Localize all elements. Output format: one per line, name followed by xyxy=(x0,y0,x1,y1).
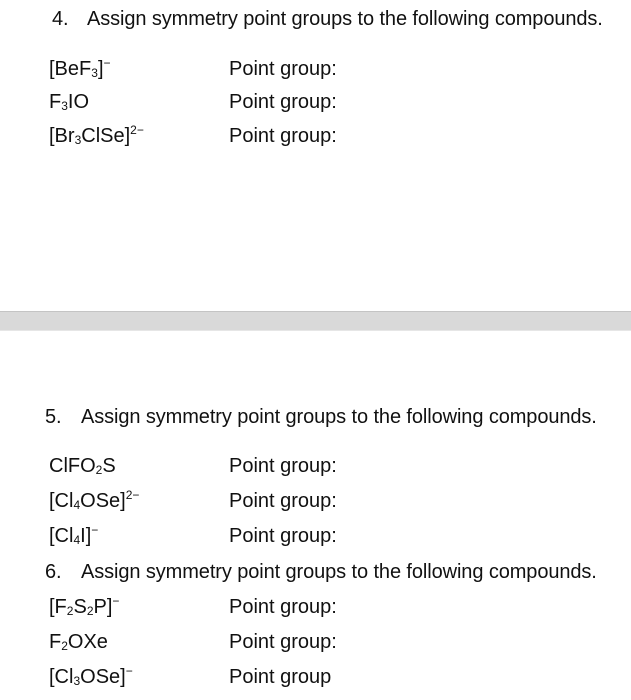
point-group-label: Point group: xyxy=(229,631,337,653)
formula-charge: − xyxy=(112,594,120,608)
question-5-heading xyxy=(45,406,597,429)
point-group-label: Point group: xyxy=(229,455,337,477)
point-group-label: Point group: xyxy=(229,525,337,547)
formula-text: P] xyxy=(93,596,113,618)
compound-formula xyxy=(49,125,144,148)
page-divider xyxy=(0,311,631,331)
formula-text: [BeF xyxy=(49,58,92,80)
formula-subscript: 3 xyxy=(74,133,82,147)
formula-subscript: 4 xyxy=(73,498,81,512)
formula-text: OXe xyxy=(67,631,108,653)
question-6-text: Assign symmetry point groups to the following compounds. xyxy=(81,561,597,583)
question-6-number: 6. xyxy=(45,561,62,583)
formula-text: ] xyxy=(97,58,104,80)
formula-text: I] xyxy=(80,525,92,547)
question-4-number: 4. xyxy=(52,8,69,30)
question-5-number: 5. xyxy=(45,406,62,428)
point-group-label: Point group xyxy=(229,666,332,688)
formula-text: F xyxy=(49,91,62,113)
formula-text: IO xyxy=(67,91,90,113)
formula-subscript: 2 xyxy=(95,463,103,477)
question-4-heading xyxy=(52,8,603,31)
point-group-label: Point group: xyxy=(229,125,337,147)
formula-text: OSe] xyxy=(80,666,126,688)
point-group-label: Point group: xyxy=(229,490,337,512)
formula-subscript: 2 xyxy=(66,604,74,618)
question-6-heading xyxy=(45,561,597,584)
formula-subscript: 2 xyxy=(86,604,94,618)
compound-formula xyxy=(49,58,111,81)
formula-text: OSe] xyxy=(80,490,126,512)
point-group-label: Point group: xyxy=(229,596,337,618)
formula-charge: − xyxy=(91,523,99,537)
formula-charge: − xyxy=(125,664,133,678)
formula-text: F xyxy=(49,631,62,653)
formula-text: [Cl xyxy=(49,490,74,512)
compound-formula xyxy=(49,596,119,619)
formula-text: S xyxy=(102,455,116,477)
point-group-label: Point group: xyxy=(229,91,337,113)
formula-text: [Br xyxy=(49,125,75,147)
point-group-label: Point group: xyxy=(229,58,337,80)
formula-text: ClFO xyxy=(49,455,96,477)
compound-formula xyxy=(49,666,133,689)
formula-charge: 2− xyxy=(130,123,144,137)
formula-charge: 2− xyxy=(125,488,140,502)
formula-charge: − xyxy=(103,56,111,70)
question-4-text: Assign symmetry point groups to the following compounds. xyxy=(87,8,603,30)
formula-text: ClSe] xyxy=(81,125,131,147)
question-5-text: Assign symmetry point groups to the following compounds. xyxy=(81,406,597,428)
compound-formula xyxy=(49,455,116,478)
formula-subscript: 3 xyxy=(73,674,81,688)
formula-subscript: 4 xyxy=(73,533,81,547)
compound-formula xyxy=(49,490,139,513)
formula-text: [Cl xyxy=(49,525,74,547)
compound-formula xyxy=(49,91,89,114)
formula-text: [Cl xyxy=(49,666,74,688)
compound-formula xyxy=(49,525,98,548)
compound-formula xyxy=(49,631,108,654)
formula-subscript: 2 xyxy=(61,639,68,653)
formula-subscript: 3 xyxy=(61,99,68,113)
formula-text: [F xyxy=(49,596,67,618)
formula-text: S xyxy=(73,596,87,618)
formula-subscript: 3 xyxy=(91,66,98,80)
